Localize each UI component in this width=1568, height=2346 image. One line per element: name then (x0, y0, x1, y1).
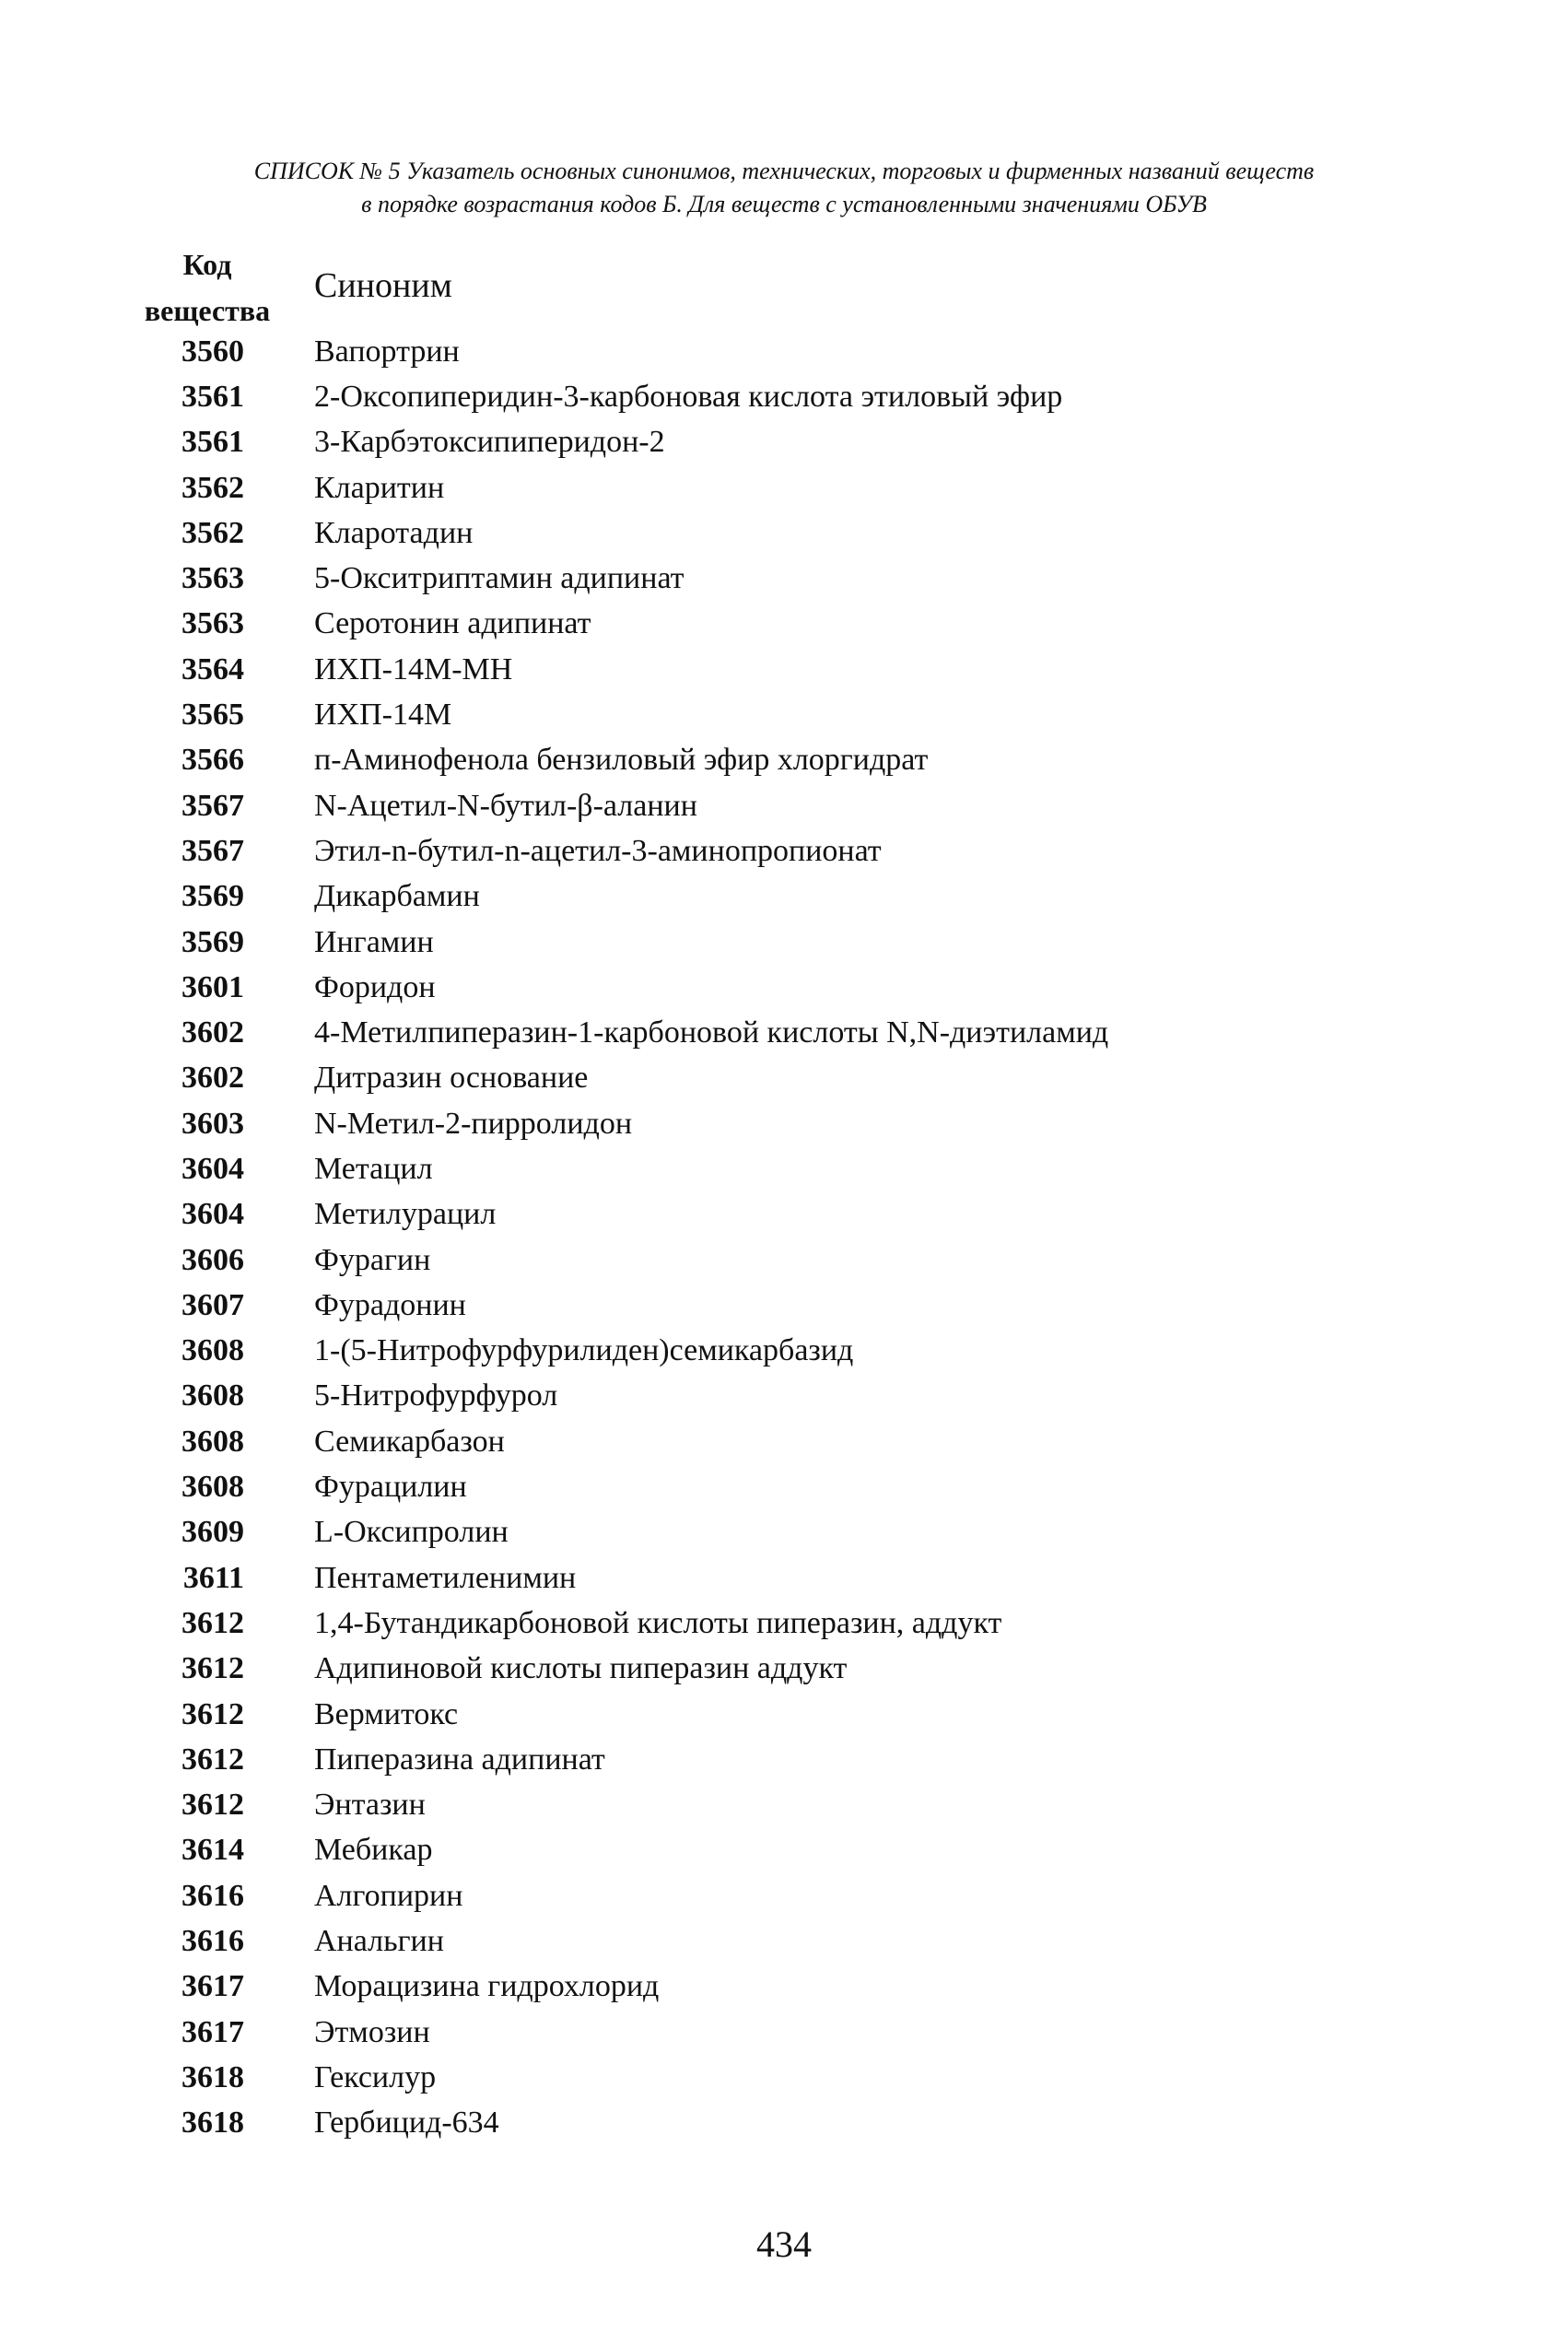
synonym-name: Метацил (314, 1151, 433, 1186)
synonym-name: Алгопирин (314, 1878, 463, 1913)
synonym-name: 4-Метилпиперазин-1-карбоновой кислоты N,N-диэтиламид (314, 1015, 1109, 1050)
synonym-name: Фурацилин (314, 1470, 467, 1505)
table-row (0, 556, 1568, 601)
synonym-name: Фурагин (314, 1242, 431, 1277)
synonym-name: Морацизина гидрохлорид (314, 1969, 660, 2004)
table-row (0, 1238, 1568, 1283)
table-row (0, 783, 1568, 828)
table-row (0, 1783, 1568, 1828)
table-row (0, 1647, 1568, 1692)
table-row (0, 329, 1568, 374)
header-line-1: СПИСОК № 5 Указатель основных синонимов, технических, торговых и фирменных названий веществ (253, 158, 1315, 184)
synonym-name: Гербицид-634 (314, 2106, 499, 2141)
table-row (0, 1464, 1568, 1509)
substance-code: 3602 (181, 1015, 244, 1050)
substance-code: 3616 (181, 1924, 244, 1959)
table-row (0, 1510, 1568, 1555)
substance-code: 3608 (181, 1470, 244, 1505)
substance-code: 3609 (181, 1515, 244, 1550)
synonym-name: ИХП-14М-МН (314, 651, 513, 686)
table-row (0, 1010, 1568, 1055)
substance-code: 3612 (181, 1696, 244, 1731)
substance-code: 3563 (181, 561, 244, 596)
table-row (0, 874, 1568, 920)
column-header-code (120, 241, 295, 334)
header-line-2: в порядке возрастания кодов Б. Для веществ с установленными значениями ОБУВ (361, 191, 1207, 217)
synonym-name: Форидон (314, 969, 436, 1004)
synonym-name: N-Ацетил-N-бутил-β-аланин (314, 788, 697, 823)
table-row (0, 738, 1568, 783)
synonym-name: ИХП-14М (314, 698, 452, 733)
synonym-name: Ингамин (314, 924, 434, 959)
substance-code: 3617 (181, 1969, 244, 2004)
substance-code: 3561 (181, 379, 244, 414)
synonym-name: Серотонин адипинат (314, 606, 591, 641)
column-header-code-line-2: вещества (144, 294, 271, 327)
synonym-name: Дитразин основание (314, 1061, 589, 1096)
synonym-name: Фурадонин (314, 1287, 466, 1322)
synonym-name: Этил-n-бутил-n-ацетил-3-аминопропионат (314, 833, 882, 868)
synonym-name: Анальгин (314, 1924, 444, 1959)
table-row (0, 1101, 1568, 1146)
substance-code: 3566 (181, 743, 244, 778)
table-row (0, 1737, 1568, 1782)
synonym-name: п-Аминофенола бензиловый эфир хлоргидрат (314, 743, 929, 778)
synonym-name: Этмозин (314, 2014, 430, 2049)
substance-code: 3601 (181, 969, 244, 1004)
table-row (0, 2010, 1568, 2055)
table-row (0, 374, 1568, 419)
table-row (0, 1283, 1568, 1328)
synonym-name: Кларитин (314, 470, 445, 505)
substance-code: 3565 (181, 698, 244, 733)
substance-code: 3563 (181, 606, 244, 641)
column-header-synonym: Синоним (314, 266, 452, 305)
table-row (0, 420, 1568, 465)
substance-code: 3608 (181, 1378, 244, 1413)
list-header (0, 155, 1568, 221)
substance-code: 3612 (181, 1788, 244, 1823)
synonym-name: Гексилур (314, 2059, 437, 2094)
substance-code: 3612 (181, 1605, 244, 1640)
substance-code: 3603 (181, 1106, 244, 1141)
table-row (0, 1601, 1568, 1646)
synonym-name: N-Метил-2-пирролидон (314, 1106, 633, 1141)
table-row (0, 1873, 1568, 1918)
synonym-name: Энтазин (314, 1788, 426, 1823)
synonym-name: Кларотадин (314, 515, 474, 550)
substance-code: 3567 (181, 833, 244, 868)
synonym-name: Вапортрин (314, 334, 460, 369)
substance-code: 3569 (181, 879, 244, 914)
substance-code: 3560 (181, 334, 244, 369)
substance-code: 3569 (181, 924, 244, 959)
synonym-name: Семикарбазон (314, 1424, 505, 1459)
page-number: 434 (756, 2223, 812, 2265)
synonym-name: Пентаметиленимин (314, 1560, 577, 1595)
table-row (0, 692, 1568, 737)
substance-code: 3618 (181, 2106, 244, 2141)
table-row (0, 1965, 1568, 2010)
substance-code: 3618 (181, 2059, 244, 2094)
table-row (0, 1555, 1568, 1601)
substance-code: 3562 (181, 515, 244, 550)
substance-code: 3608 (181, 1333, 244, 1368)
table-row (0, 510, 1568, 556)
substance-code: 3606 (181, 1242, 244, 1277)
synonym-table (0, 329, 1568, 2146)
table-row (0, 2101, 1568, 2146)
synonym-name: Метилурацил (314, 1197, 497, 1232)
table-row (0, 1918, 1568, 1964)
synonym-name: 5-Нитрофурфурол (314, 1378, 558, 1413)
substance-code: 3616 (181, 1878, 244, 1913)
substance-code: 3612 (181, 1742, 244, 1777)
table-row (0, 602, 1568, 647)
synonym-name: Адипиновой кислоты пиперазин аддукт (314, 1651, 848, 1686)
substance-code: 3564 (181, 651, 244, 686)
synonym-name: 3-Карбэтоксипиперидон-2 (314, 425, 665, 460)
table-row (0, 1374, 1568, 1419)
substance-code: 3567 (181, 788, 244, 823)
synonym-name: Пиперазина адипинат (314, 1742, 605, 1777)
table-row (0, 1329, 1568, 1374)
substance-code: 3612 (181, 1651, 244, 1686)
table-row (0, 2055, 1568, 2100)
synonym-name: 1,4-Бутандикарбоновой кислоты пиперазин, аддукт (314, 1605, 1002, 1640)
table-row (0, 1419, 1568, 1464)
table-row (0, 647, 1568, 692)
table-row (0, 828, 1568, 874)
synonym-name: 5-Окситриптамин адипинат (314, 561, 685, 596)
synonym-name: Мебикар (314, 1833, 433, 1868)
substance-code: 3611 (182, 1560, 244, 1595)
synonym-name: 1-(5-Нитрофурфурилиден)семикарбазид (314, 1333, 854, 1368)
table-row (0, 1146, 1568, 1191)
table-row (0, 965, 1568, 1010)
table-row (0, 1192, 1568, 1238)
table-row (0, 1692, 1568, 1737)
substance-code: 3604 (181, 1151, 244, 1186)
table-row (0, 920, 1568, 965)
table-row (0, 1828, 1568, 1873)
substance-code: 3561 (181, 425, 244, 460)
substance-code: 3602 (181, 1061, 244, 1096)
substance-code: 3607 (181, 1287, 244, 1322)
substance-code: 3617 (181, 2014, 244, 2049)
synonym-name: Вермитокс (314, 1696, 459, 1731)
substance-code: 3604 (181, 1197, 244, 1232)
substance-code: 3608 (181, 1424, 244, 1459)
column-header-code-line-1: Код (182, 248, 232, 281)
synonym-name: 2-Оксопиперидин-3-карбоновая кислота этиловый эфир (314, 379, 1063, 414)
substance-code: 3614 (181, 1833, 244, 1868)
substance-code: 3562 (181, 470, 244, 505)
table-row (0, 465, 1568, 510)
synonym-name: L-Оксипролин (314, 1515, 509, 1550)
table-row (0, 1056, 1568, 1101)
synonym-name: Дикарбамин (314, 879, 480, 914)
